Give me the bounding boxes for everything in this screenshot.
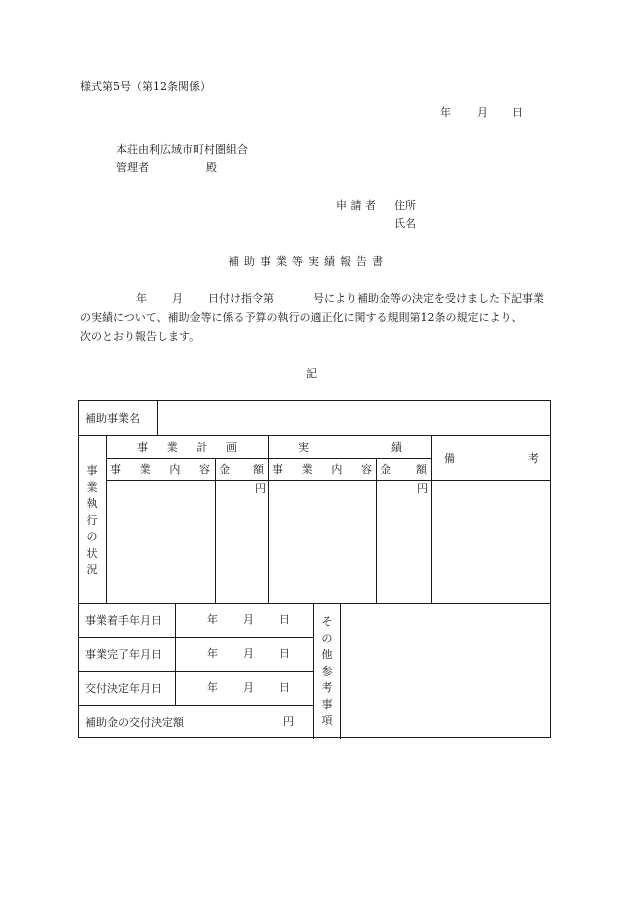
- subsidy-amount-label: 補助金の交付決定額: [85, 716, 184, 729]
- start-date-day: 日: [279, 613, 290, 626]
- plan-amount-label: 金 額: [219, 463, 264, 476]
- plan-yen-unit: 円: [255, 482, 266, 495]
- body-year-label: 年: [136, 292, 147, 305]
- decision-date-label: 交付決定年月日: [85, 682, 162, 695]
- remarks-field[interactable]: [432, 481, 551, 603]
- start-date-year: 年: [207, 613, 218, 626]
- project-name-field[interactable]: [158, 401, 551, 435]
- ki-label: 記: [306, 367, 317, 380]
- addressee-honorific: 殿: [206, 161, 217, 174]
- applicant-label: 申 請 者: [336, 199, 376, 212]
- other-reference-field[interactable]: [341, 604, 551, 739]
- addressee-title: 管理者: [116, 161, 149, 174]
- actual-contents-field[interactable]: [269, 481, 376, 603]
- subsidy-amount-yen: 円: [283, 715, 294, 728]
- completion-date-day: 日: [279, 647, 290, 660]
- actual-yen-unit: 円: [417, 482, 428, 495]
- form-number: 様式第5号（第12条関係）: [80, 80, 211, 93]
- applicant-address-label: 住所: [394, 199, 416, 212]
- completion-date-year: 年: [207, 647, 218, 660]
- decision-date-month: 月: [243, 681, 254, 694]
- date-year-label: 年: [440, 106, 451, 119]
- actual-contents-label: 事 業 内 容: [272, 463, 372, 476]
- start-date-label: 事業着手年月日: [85, 614, 162, 627]
- body-text-b: 号により補助金等の決定を受けました下記事業: [313, 292, 544, 305]
- applicant-name-label: 氏名: [394, 217, 416, 230]
- actual-amount-field[interactable]: [377, 497, 431, 603]
- document-title: 補助事業等実績報告書: [228, 255, 388, 268]
- addressee-organization: 本荘由利広域市町村圏組合: [116, 143, 248, 156]
- report-form-table: [78, 400, 551, 738]
- body-line-3: 次のとおり報告します。: [80, 330, 201, 343]
- plan-contents-label: 事 業 内 容: [110, 463, 210, 476]
- completion-date-label: 事業完了年月日: [85, 648, 162, 661]
- execution-status-label: 事業執行の状況: [86, 464, 98, 576]
- actual-amount-label: 金 額: [380, 463, 427, 476]
- start-date-month: 月: [243, 613, 254, 626]
- body-line-2: の実績について、補助金等に係る予算の執行の適正化に関する規則第12条の規定により、: [80, 311, 523, 324]
- plan-contents-field[interactable]: [107, 481, 215, 603]
- body-month-label: 月: [172, 292, 183, 305]
- decision-date-day: 日: [279, 681, 290, 694]
- remarks-header: 備 考: [444, 452, 539, 465]
- date-month-label: 月: [477, 106, 488, 119]
- plan-header: 事 業 計 画: [137, 440, 237, 454]
- decision-date-year: 年: [207, 681, 218, 694]
- date-day-label: 日: [512, 106, 523, 119]
- other-reference-label: その他参考事項: [321, 615, 333, 727]
- actual-header: 実 績: [298, 440, 402, 454]
- plan-amount-field[interactable]: [216, 497, 268, 603]
- completion-date-month: 月: [243, 647, 254, 660]
- body-text-a: 日付け指令第: [208, 292, 274, 305]
- project-name-label: 補助事業名: [85, 412, 140, 425]
